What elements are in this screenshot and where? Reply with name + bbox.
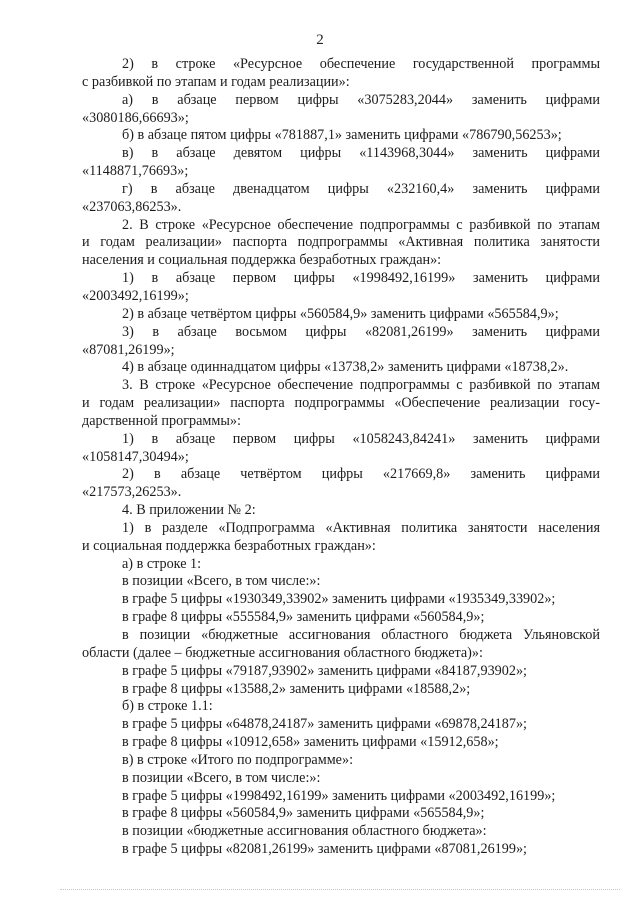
text-line: в позиции «бюджетные ассигнования областного бюджета»: (122, 823, 487, 840)
text-line: 3) в абзаце восьмом цифры «82081,26199» заменить цифрами (122, 323, 600, 340)
text-line: «1148871,76693»; (82, 163, 189, 180)
text-line: в позиции «бюджетные ассигнования областного бюджета Ульяновской (122, 627, 600, 643)
text-line: в графе 5 цифры «82081,26199» заменить цифрами «87081,26199»; (122, 841, 527, 858)
text-line: 2) в абзаце четвёртом цифры «560584,9» заменить цифрами «565584,9»; (122, 305, 559, 322)
text-line: в графе 5 цифры «64878,24187» заменить цифрами «69878,24187»; (122, 716, 527, 733)
text-line: «217573,26253». (82, 484, 182, 501)
text-line: в) в строке «Итого по подпрограмме»: (122, 751, 354, 768)
text-line: 1) в абзаце первом цифры «1058243,84241» заменить цифрами (122, 430, 600, 447)
text-line: а) в строке 1: (122, 555, 202, 572)
text-line: в графе 8 цифры «13588,2» заменить цифрами «18588,2»; (122, 680, 471, 697)
text-line: и годам реализации» паспорта подпрограммы «Обеспечение реализации госу- (82, 395, 600, 412)
text-line: в графе 8 цифры «555584,9» заменить цифрами «560584,9»; (122, 609, 485, 626)
text-line: в позиции «Всего, в том числе:»: (122, 573, 321, 590)
text-line: 4) в абзаце одиннадцатом цифры «13738,2» заменить цифрами «18738,2». (122, 359, 569, 376)
text-line: 3. В строке «Ресурсное обеспечение подпрограммы с разбивкой по этапам (122, 377, 600, 394)
text-line: в) в абзаце девятом цифры «1143968,3044» заменить цифрами (122, 145, 600, 162)
text-line: 2. В строке «Ресурсное обеспечение подпрограммы с разбивкой по этапам (122, 216, 600, 233)
text-line: дарственной программы»: (82, 412, 241, 429)
scan-edge-line (60, 889, 620, 891)
text-line: б) в строке 1.1: (122, 698, 213, 715)
text-line: «3080186,66693»; (82, 109, 189, 126)
text-line: в графе 5 цифры «1930349,33902» заменить цифрами «1935349,33902»; (122, 591, 556, 608)
document-body (82, 56, 600, 859)
text-line: и социальная поддержка безработных граждан»: (82, 537, 376, 554)
text-line: в графе 8 цифры «560584,9» заменить цифрами «565584,9»; (122, 805, 485, 822)
text-line: «237063,86253». (82, 198, 182, 215)
text-line: в позиции «Всего, в том числе:»: (122, 769, 321, 786)
text-line: области (далее – бюджетные ассигнования областного бюджета)»: (82, 644, 483, 661)
page-number: 2 (316, 32, 324, 48)
text-line: «1058147,30494»; (82, 448, 189, 465)
text-line: в графе 5 цифры «1998492,16199» заменить цифрами «2003492,16199»; (122, 787, 556, 804)
text-line: 2) в абзаце четвёртом цифры «217669,8» заменить цифрами (122, 466, 600, 483)
text-line: б) в абзаце пятом цифры «781887,1» заменить цифрами «786790,56253»; (122, 127, 562, 144)
text-line: населения и социальная поддержка безработных граждан»: (82, 252, 442, 269)
text-line: 2) в строке «Ресурсное обеспечение государственной программы (122, 56, 600, 72)
text-line: с разбивкой по этапам и годам реализации»: (82, 73, 350, 90)
text-line: 1) в абзаце первом цифры «1998492,16199» заменить цифрами (122, 270, 600, 287)
text-line: г) в абзаце двенадцатом цифры «232160,4» заменить цифрами (122, 180, 600, 197)
text-line: а) в абзаце первом цифры «3075283,2044» заменить цифрами (122, 91, 600, 108)
text-line: «2003492,16199»; (82, 287, 189, 304)
text-line: и годам реализации» паспорта подпрограммы «Активная политика занятости (82, 234, 600, 251)
text-line: 1) в разделе «Подпрограмма «Активная политика занятости населения (122, 519, 600, 536)
text-line: в графе 8 цифры «10912,658» заменить цифрами «15912,658»; (122, 734, 499, 751)
text-line: 4. В приложении № 2: (122, 502, 256, 519)
text-line: в графе 5 цифры «79187,93902» заменить цифрами «84187,93902»; (122, 662, 527, 679)
text-line: «87081,26199»; (82, 341, 175, 358)
